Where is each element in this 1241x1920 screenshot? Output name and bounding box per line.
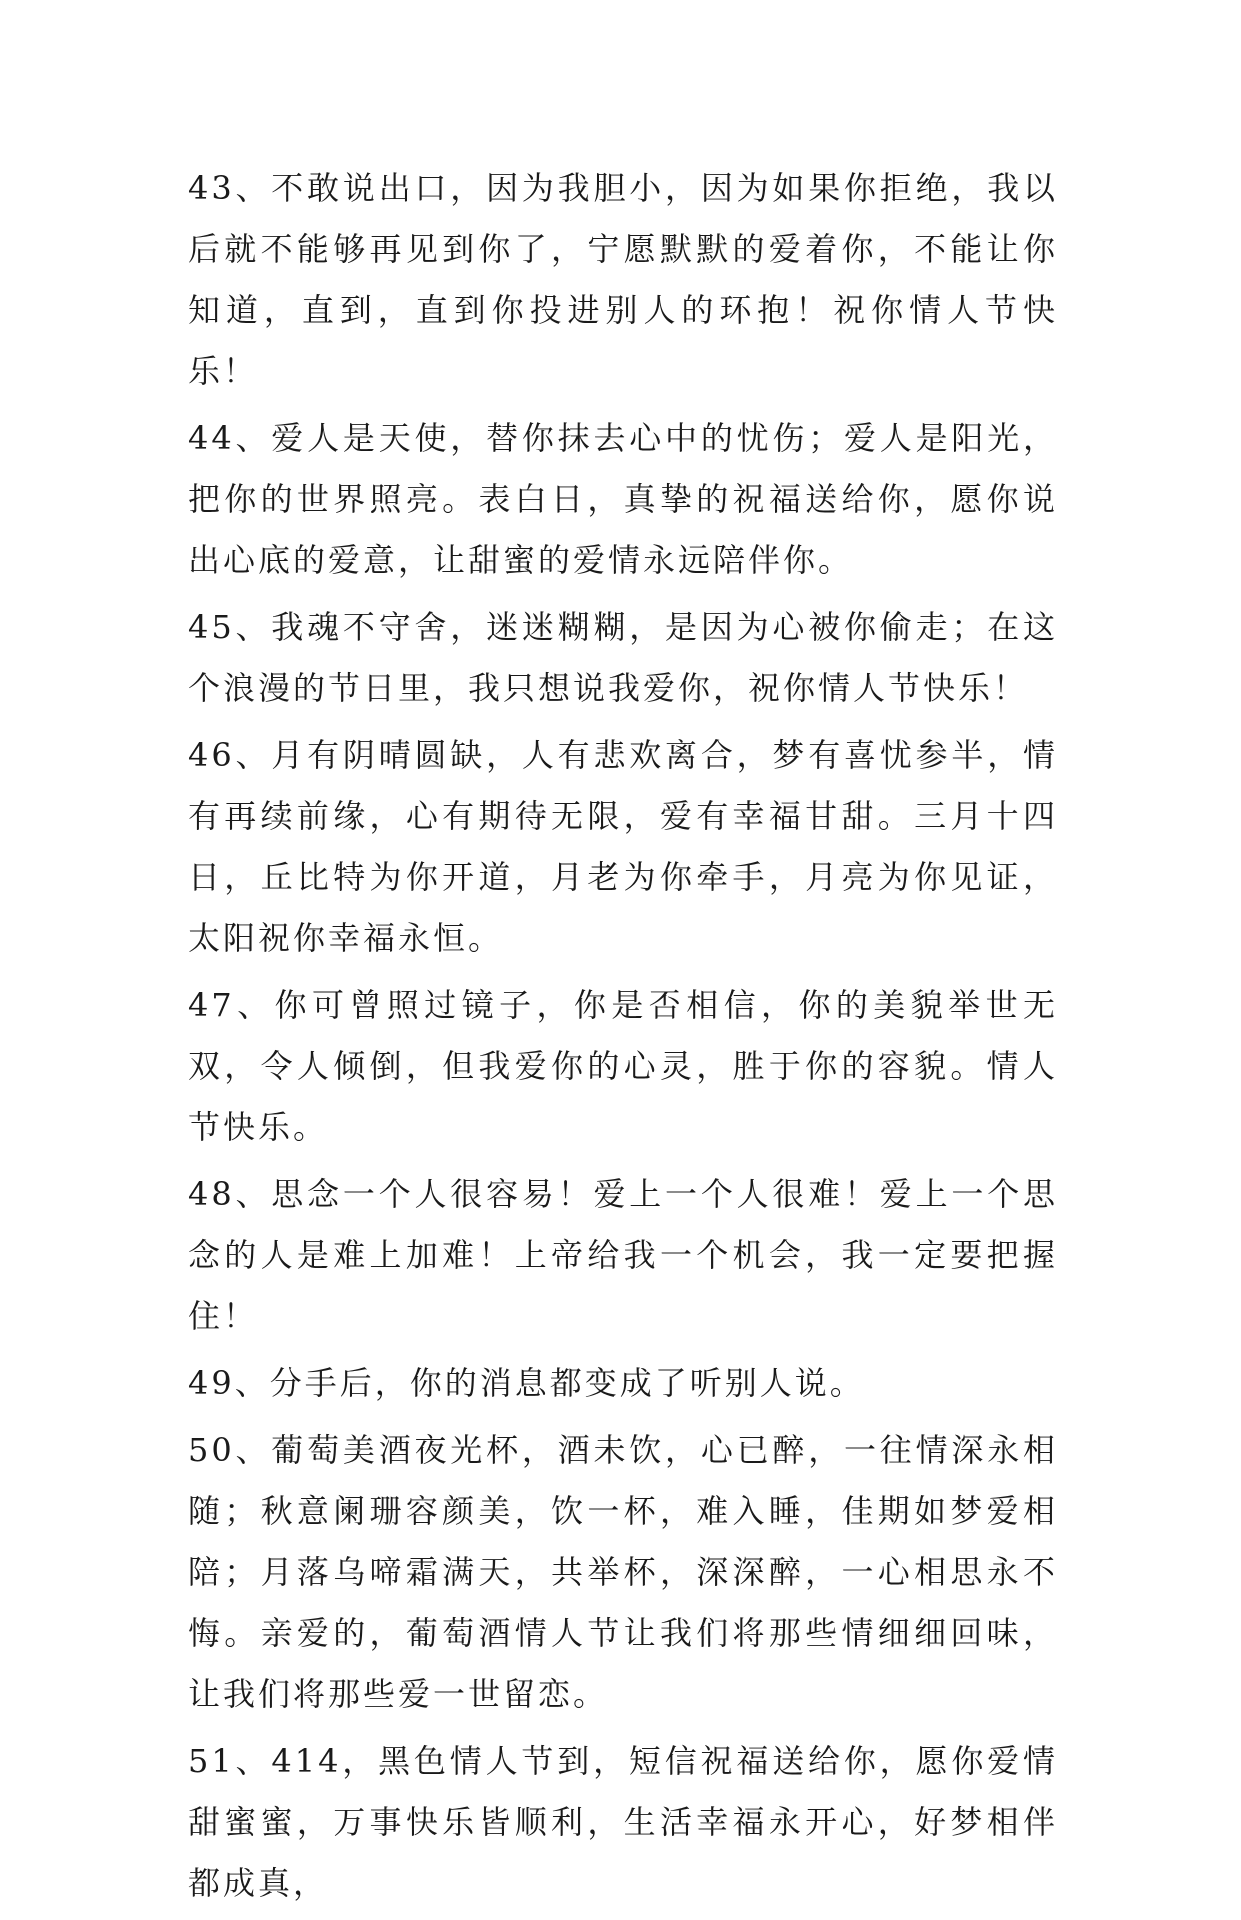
paragraph-44: 44、爱人是天使，替你抹去心中的忧伤；爱人是阳光，把你的世界照亮。表白日，真挚的祝福送给你，愿你说出心底的爱意，让甜蜜的爱情永远陪伴你。 [188,419,1058,579]
paragraph-51: 51、414，黑色情人节到，短信祝福送给你，愿你爱情甜蜜蜜，万事快乐皆顺利，生活幸福永开心，好梦相伴都成真， [188,1742,1058,1902]
paragraph-50: 50、葡萄美酒夜光杯，酒未饮，心已醉，一往情深永相随；秋意阑珊容颜美，饮一杯，难入睡，佳期如梦爱相陪；月落乌啼霜满天，共举杯，深深醉，一心相思永不悔。亲爱的，葡萄酒情人节让我们将那些情细细回味，让我们将那些爱一世留恋。 [188,1431,1058,1713]
paragraph-48: 48、思念一个人很容易！爱上一个人很难！爱上一个思念的人是难上加难！上帝给我一个机会，我一定要把握住！ [188,1175,1058,1335]
paragraph-46: 46、月有阴晴圆缺，人有悲欢离合，梦有喜忧参半，情有再续前缘，心有期待无限，爱有幸福甘甜。三月十四日，丘比特为你开道，月老为你牵手，月亮为你见证，太阳祝你幸福永恒。 [188,736,1058,957]
document-body [188,158,1058,1920]
paragraph-45: 45、我魂不守舍，迷迷糊糊，是因为心被你偷走；在这个浪漫的节日里，我只想说我爱你，祝你情人节快乐！ [188,608,1058,707]
paragraph-47: 47、你可曾照过镜子，你是否相信，你的美貌举世无双，令人倾倒，但我爱你的心灵，胜于你的容貌。情人节快乐。 [188,986,1058,1146]
paragraph-49: 49、分手后，你的消息都变成了听别人说。 [188,1364,865,1402]
paragraph-43: 43、不敢说出口，因为我胆小，因为如果你拒绝，我以后就不能够再见到你了，宁愿默默的爱着你，不能让你知道，直到，直到你投进别人的环抱！祝你情人节快乐！ [188,169,1058,390]
